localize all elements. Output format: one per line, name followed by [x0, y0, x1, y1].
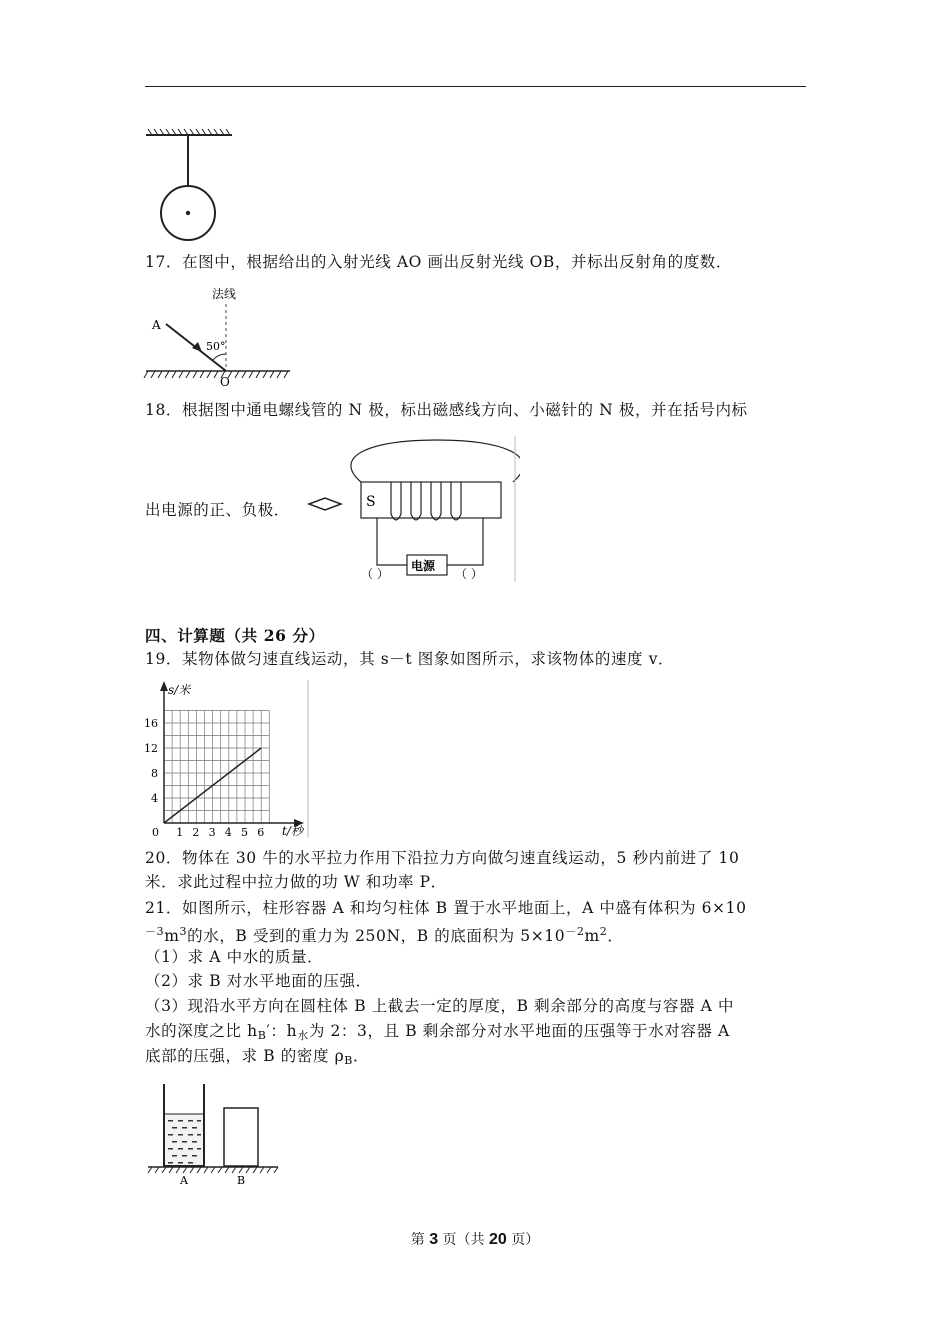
x-tick-label: 6 [257, 826, 265, 839]
q21-text-line1: 21．如图所示，柱形容器 A 和均匀柱体 B 置于水平地面上，A 中盛有体积为 6×10 [145, 899, 747, 917]
paren-right: （ ） [455, 567, 483, 581]
y-tick-label: 12 [144, 742, 158, 755]
ray-label-a: A [152, 318, 161, 332]
q18-text-line2: 出电源的正、负极． [145, 501, 290, 519]
y-axis-arrow [160, 681, 168, 691]
point-label-o: O [220, 375, 230, 389]
q21-part2: （2）求 B 对水平地面的压强． [145, 972, 372, 990]
normal-label: 法线 [212, 287, 237, 301]
q18-text-line1: 18．根据图中通电螺线管的 N 极，标出磁感线方向、小磁针的 N 极，并在括号内标 [145, 401, 748, 419]
q20-text-line1: 20．物体在 30 牛的水平拉力作用下沿拉力方向做匀速直线运动，5 秒内前进了 10 [145, 849, 740, 867]
q21-part1: （1）求 A 中水的质量． [145, 948, 324, 966]
y-axis-label: s/米 [168, 683, 191, 697]
q21-part3-line1: （3）现沿水平方向在圆柱体 B 上截去一定的厚度，B 剩余部分的高度与容器 A 中 [145, 997, 735, 1015]
x-tick-label: 2 [192, 826, 200, 839]
x-tick-label: 4 [224, 826, 232, 839]
q21-part3-line3: 底部的压强，求 B 的密度 $\rho_B$． [145, 1047, 370, 1067]
q17-text: 17．在图中，根据给出的入射光线 AO 画出反射光线 OB，并标出反射角的度数． [145, 253, 733, 271]
s-t-chart [142, 678, 312, 840]
angle-label: 50° [206, 340, 226, 353]
solenoid-figure [305, 434, 520, 586]
x-tick-label: 3 [208, 826, 216, 839]
x-tick-label: 0 [152, 826, 159, 839]
reflection-figure [140, 284, 300, 390]
q21-text-line2: $^{-3}m^3$的水，B 受到的重力为 250N，B 的底面积为 $5\times 10^{-2}m^2$． [145, 925, 624, 945]
solenoid-pole-label: S [366, 494, 376, 510]
paren-left: （ ） [361, 567, 389, 581]
power-source-label: 电源 [411, 559, 436, 573]
y-tick-label: 4 [151, 792, 158, 805]
container-a-label: A [180, 1174, 188, 1187]
x-axis-label: t/秒 [282, 824, 303, 838]
x-tick-label: 5 [241, 826, 248, 839]
y-tick-label: 8 [151, 767, 158, 780]
y-tick-label: 16 [144, 717, 158, 730]
header-rule [145, 86, 806, 87]
q20-text-line2: 米．求此过程中拉力做的功 W 和功率 P． [145, 873, 447, 891]
cylinder-b-label: B [237, 1174, 246, 1187]
q19-text: 19．某物体做匀速直线运动，其 s－t 图象如图所示，求该物体的速度 v． [145, 650, 675, 668]
q21-part3-line2: 水的深度之比 $h_B'$：$h_水$为 2：3，且 B 剩余部分对水平地面的压强等于水对容器 A [145, 1022, 730, 1042]
container-figure [142, 1080, 284, 1188]
x-tick-label: 1 [176, 826, 184, 839]
page-footer: 第 3 页（共 20 页） [410, 1231, 540, 1248]
pendulum-figure [140, 128, 240, 246]
section-title: 四、计算题（共 26 分） [145, 626, 325, 645]
